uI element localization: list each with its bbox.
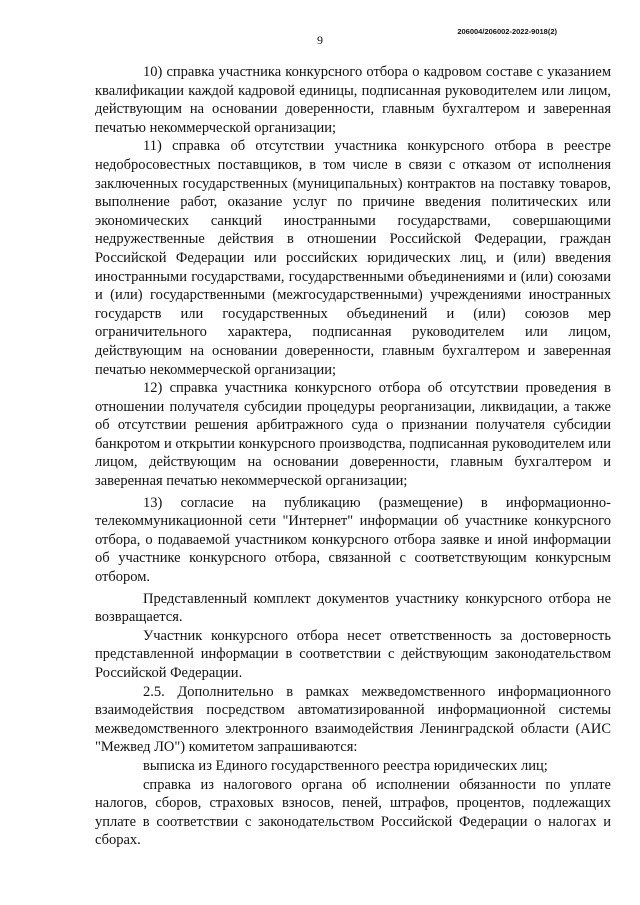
paragraph-egrul-extract: выписка из Единого государственного реестра юридических лиц; [143,757,548,774]
paragraph-documents-not-returned: Представленный комплект документов участнику конкурсного отбора не возвращается. [95,590,611,626]
page-number: 9 [317,33,323,47]
paragraph-item-10: 10) справка участника конкурсного отбора о кадровом составе с указанием квалификации каждой кадровой единицы, подписанная руководителем или лицом, действующим на основании доверенности, главным бухгалтером и заверенная печатью некоммерческой организации; [95,64,611,136]
paragraph-section-2-5: 2.5. Дополнительно в рамках межведомственного информационного взаимодействия посредством автоматизированной информационной системы межведомственного электронного взаимодействия Ленинградской области (АИС "Межвед ЛО") комитетом запрашиваются: [95,683,611,756]
paragraph-item-13: 13) согласие на публикацию (размещение) в информационно-телекоммуникационной сети "Интернет" информации об участнике конкурсного отбора, о подаваемой участником конкурсного отбора заявке и иной информации об участнике конкурсного отбора, связанной с соответствующим конкурсным отбором. [95,494,611,586]
paragraph-item-11: 11) справка об отсутствии участника конкурсного отбора в реестре недобросовестных поставщиков, в том числе в связи с отказом от исполнения заключенных государственных (муниципальных) контрактов на поставку товаров, выполнение работ, оказание услуг по причине введения политических или экономических санкций иностранными государствами, совершающими недружественные действия в отношении Российской Федерации, граждан Российской Федерации или российских юридических лиц, и (или) введения иностранными государствами, государственными объединениями и (или) союзами и (или) государственными (межгосударственными) учреждениями иностранных государств или государственных объединений и (или) союзов мер ограничительного характера, подписанная руководителем или лицом, действующим на основании доверенности, главным бухгалтером и заверенная печатью некоммерческой организации; [95,138,611,378]
paragraph-item-12: 12) справка участника конкурсного отбора об отсутствии проведения в отношении получателя субсидии процедуры реорганизации, ликвидации, а также об отсутствии решения арбитражного суда о признании получателя субсидии банкротом и открытии конкурсного производства, подписанная руководителем или лицом, действующим на основании доверенности, главным бухгалтером и заверенная печатью некоммерческой организации; [95,380,611,490]
paragraph-responsibility: Участник конкурсного отбора несет ответственность за достоверность представленной информации в соответствии с действующим законодательством Российской Федерации. [95,627,611,681]
document-code: 206004/206002-2022-9018(2) [457,27,557,36]
document-body [95,63,611,850]
paragraph-tax-certificate: справка из налогового органа об исполнении обязанности по уплате налогов, сборов, страховых взносов, пеней, штрафов, процентов, подлежащих уплате в соответствии с законодательством Российской Федерации о налогах и сборах. [95,776,611,849]
